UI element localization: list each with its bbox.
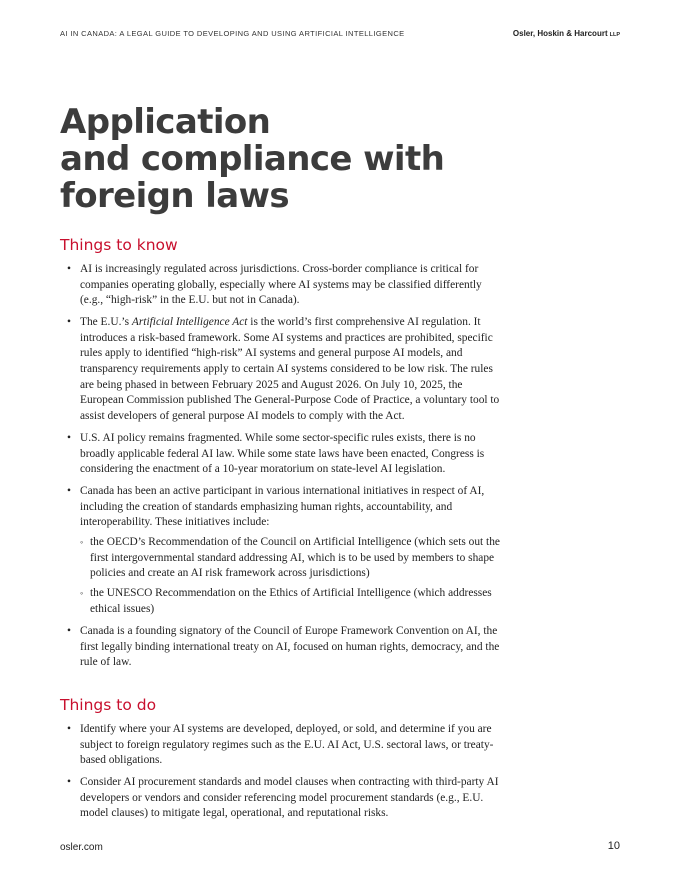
list-item: • Canada is a founding signatory of the Council of Europe Framework Convention on AI, the first legally binding international treaty on AI, focused on human rights, democracy, and the rule of law. bbox=[60, 624, 500, 671]
page-title-line-1: Application bbox=[60, 102, 271, 142]
sub-list-item: ◦ the UNESCO Recommendation on the Ethics of Artificial Intelligence (which addresses ethical issues) bbox=[80, 586, 500, 617]
eu-ai-act-title: Artificial Intelligence Act bbox=[131, 316, 248, 329]
list-item-text: The E.U.’s bbox=[80, 316, 132, 329]
firm-name-text: Osler, Hoskin & Harcourt bbox=[512, 29, 608, 38]
things-to-know-heading: Things to know bbox=[60, 236, 178, 254]
page-title-line-2: and compliance with bbox=[60, 139, 445, 179]
things-to-do-list bbox=[60, 722, 500, 829]
sub-list bbox=[80, 535, 500, 617]
list-item: • AI is increasingly regulated across jurisdictions. Cross-border compliance is critical for companies operating globally, especially where AI systems may be classified differently (e.g., “high-risk” in the E.U. but not in Canada). bbox=[60, 262, 500, 309]
list-item-text: Canada has been an active participant in various international initiatives in respect of AI, including the creation of standards emphasizing human rights, accountability, and interoperability. These initiatives include: bbox=[80, 485, 485, 529]
page-title-line-3: foreign laws bbox=[60, 176, 290, 216]
list-item: • Consider AI procurement standards and model clauses when contracting with third-party AI developers or vendors and consider referencing model procurement standards (e.g., E.U. model clauses) to mitigate legal, operational, and reputational risks. bbox=[60, 775, 500, 822]
sub-list-item: ◦ the OECD’s Recommendation of the Council on Artificial Intelligence (which sets out the first intergovernmental standard addressing AI, which is to be used by members to shape policies and create an AI risk framework across jurisdictions) bbox=[80, 535, 500, 582]
firm-suffix: LLP bbox=[609, 32, 620, 38]
list-item: • U.S. AI policy remains fragmented. While some sector-specific rules exists, there is no broadly applicable federal AI law. While some state laws have been enacted, Congress is considering the enactment of a 10-year moratorium on state-level AI legislation. bbox=[60, 431, 500, 478]
list-item bbox=[60, 484, 500, 617]
firm-name bbox=[513, 29, 620, 38]
things-to-know-list bbox=[60, 262, 500, 677]
list-item-text: is the world’s first comprehensive AI regulation. It introduces a risk-based framework. Some AI systems and practices are prohibited, specific rules apply to identified “high-risk” AI systems and general purpose AI models, and transparency requirements apply to certain AI systems considered to be low risk. The rules are being phased in between February 2025 and August 2026. On July 10, 2025, the European Commission published The General-Purpose Code of Practice, a voluntary tool to assist developers of general purpose AI models to comply with the Act. bbox=[80, 316, 500, 422]
page-title bbox=[60, 104, 500, 215]
footer-website-link[interactable]: osler.com bbox=[60, 842, 103, 853]
page-number: 10 bbox=[607, 840, 620, 852]
things-to-do-heading: Things to do bbox=[60, 696, 157, 714]
running-header-title: AI IN CANADA: A LEGAL GUIDE TO DEVELOPING AND USING ARTIFICIAL INTELLIGENCE bbox=[60, 29, 405, 38]
list-item bbox=[60, 315, 500, 424]
list-item: • Identify where your AI systems are developed, deployed, or sold, and determine if you are subject to foreign regulatory regimes such as the E.U. AI Act, U.S. sectoral laws, or treaty-based obligations. bbox=[60, 722, 500, 769]
